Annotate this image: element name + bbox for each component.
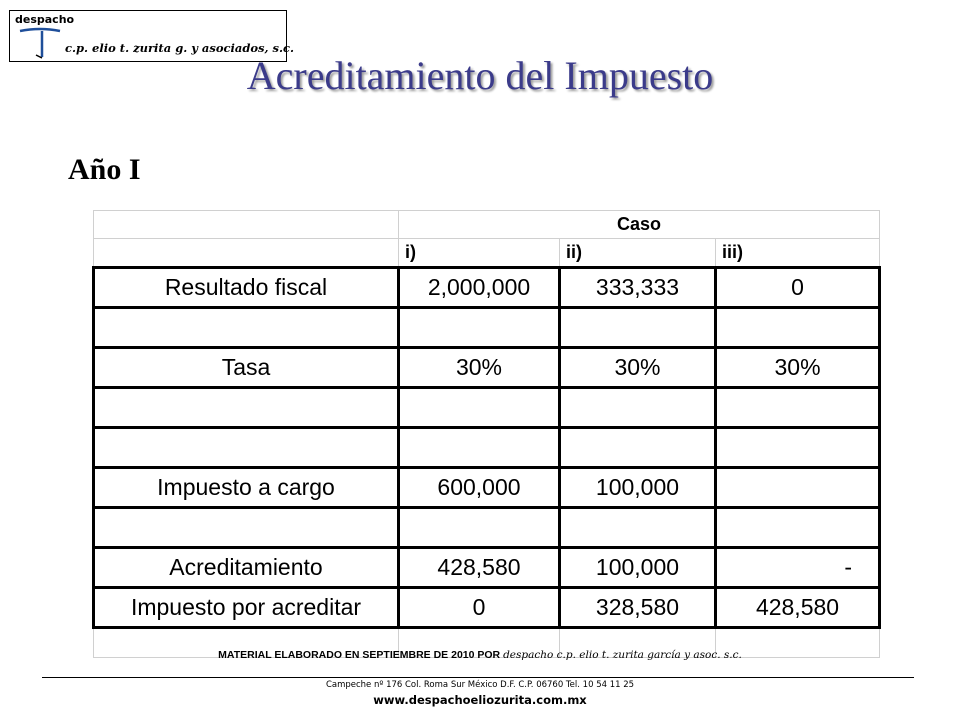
row-value: [716, 508, 880, 548]
table-cases-empty: [94, 239, 399, 268]
table-row: [94, 268, 880, 308]
page-title: Acreditamiento del Impuesto: [246, 53, 714, 98]
row-value: 100,000: [560, 468, 716, 508]
row-label: Resultado fiscal: [94, 268, 399, 308]
row-value: [560, 508, 716, 548]
footer-author: despacho c.p. elio t. zurita garcía y asoc. s.c.: [503, 649, 742, 661]
row-value: [560, 388, 716, 428]
row-label: [94, 508, 399, 548]
case-i: i): [399, 239, 560, 268]
row-label: [94, 388, 399, 428]
row-label: Impuesto por acreditar: [94, 588, 399, 628]
tax-table: [92, 210, 878, 639]
table-cases-row: [94, 239, 880, 268]
row-value: [716, 308, 880, 348]
row-value: [716, 428, 880, 468]
footer-material: MATERIAL ELABORADO EN SEPTIEMBRE DE 2010 POR: [218, 649, 501, 661]
row-label: Tasa: [94, 348, 399, 388]
row-label: [94, 308, 399, 348]
row-value: 100,000: [560, 548, 716, 588]
row-value: [399, 308, 560, 348]
row-value: 30%: [560, 348, 716, 388]
row-value: 333,333: [560, 268, 716, 308]
row-label: Acreditamiento: [94, 548, 399, 588]
table-header-row: [94, 211, 880, 239]
table-row: [94, 308, 880, 348]
footer-address: Campeche nº 176 Col. Roma Sur México D.F. C.P. 06760 Tel. 10 54 11 25: [325, 680, 635, 690]
row-value: 428,580: [716, 588, 880, 628]
row-value: [716, 468, 880, 508]
logo-firm-name: c.p. elio t. zurita g. y asociados, s.c.: [65, 41, 295, 55]
row-value: [560, 428, 716, 468]
table-header-caso: Caso: [399, 211, 880, 239]
row-value: [560, 308, 716, 348]
case-ii: ii): [560, 239, 716, 268]
row-value: [716, 388, 880, 428]
footer-credits: [0, 649, 960, 661]
table-row: [94, 548, 880, 588]
row-value: [399, 428, 560, 468]
table-header-empty: [94, 211, 399, 239]
footer-divider: [42, 677, 914, 678]
row-value: 428,580: [399, 548, 560, 588]
row-value: 0: [716, 268, 880, 308]
row-value: 600,000: [399, 468, 560, 508]
table-row: [94, 588, 880, 628]
table-row: [94, 428, 880, 468]
row-value: 0: [399, 588, 560, 628]
row-value: 30%: [399, 348, 560, 388]
logo-brand: despacho: [15, 13, 75, 26]
row-label: [94, 428, 399, 468]
table-row: [94, 508, 880, 548]
row-value: 328,580: [560, 588, 716, 628]
table-row: [94, 348, 880, 388]
footer-website: www.despachoeliozurita.com.mx: [373, 693, 587, 707]
row-value: -: [716, 548, 880, 588]
row-value: 30%: [716, 348, 880, 388]
row-value: [399, 388, 560, 428]
table-row: [94, 468, 880, 508]
row-value: 2,000,000: [399, 268, 560, 308]
section-year: Año I: [68, 153, 141, 186]
table-row: [94, 388, 880, 428]
case-iii: iii): [716, 239, 880, 268]
row-value: [399, 508, 560, 548]
row-label: Impuesto a cargo: [94, 468, 399, 508]
